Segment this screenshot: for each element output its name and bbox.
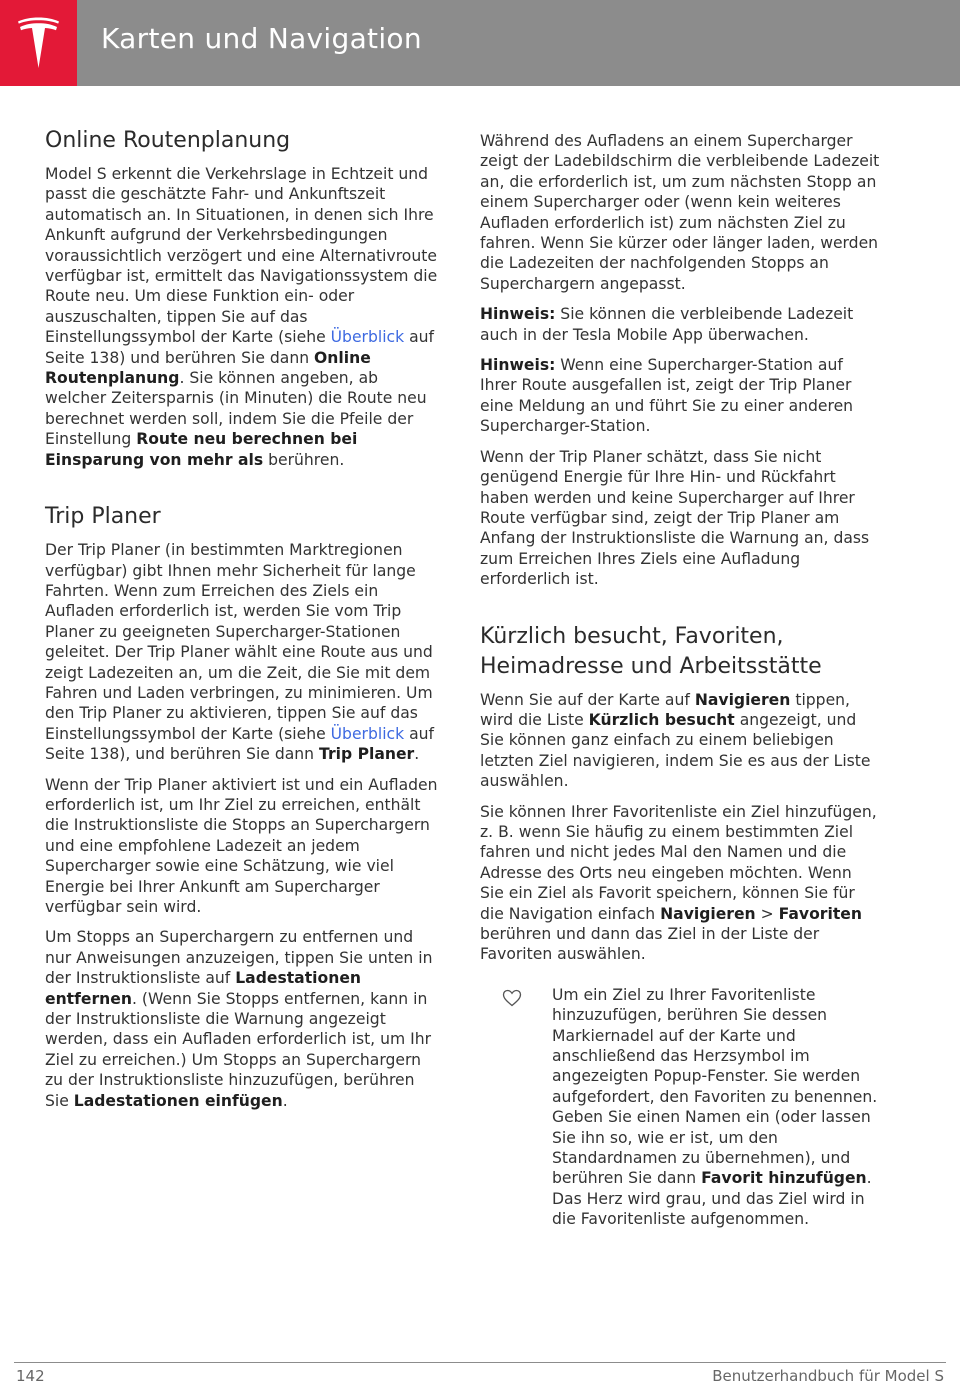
section-title-favorites xyxy=(480,622,880,682)
paragraph-supercharger-charging: Während des Aufladens an einem Supercharger zeigt der Ladebildschirm die verbleibende Ladezeit an, die erforderlich ist, um zum nächsten Stopp an einem Supercharger oder (wenn kein weiteres Aufladen erforderlich ist) zum nächsten Ziel zu fahren. Wenn Sie kürzer oder länger laden, werden die Ladezeiten der nachfolgenden Stopps an Superchargern angepasst. xyxy=(480,132,880,293)
right-column xyxy=(480,131,880,1240)
tesla-logo-icon xyxy=(16,16,61,70)
text-run: Der Trip Planer (in bestimmten Marktregionen verfügbar) gibt Ihnen mehr Sicherheit für lange Fahrten. Wenn zum Erreichen des Ziels ein Aufladen erforderlich ist, werden Sie vom Trip Planer zu geeigneten Supercharger-Stationen geleitet. Der Trip Planer wählt eine Route aus und zeigt Ladezeiten an, um die Zeit, die Sie mit dem Fahren und Laden verbringen, zu minimieren. Um den Trip Planer zu aktivieren, tippen Sie auf das Einstellungssymbol der Karte (siehe xyxy=(45,541,433,743)
section-title-online-routing: Online Routenplanung xyxy=(45,128,291,153)
note-station-down xyxy=(480,355,880,437)
paragraph-trip-planner-intro xyxy=(45,540,439,764)
text-run: . xyxy=(282,1091,288,1110)
paragraph-online-routing xyxy=(45,164,439,470)
page-header xyxy=(0,0,960,86)
tip-text xyxy=(552,985,880,1230)
text-run: tippen, wird die Liste xyxy=(480,690,851,729)
text-run: . Das Herz wird grau, und das Ziel wird in die Favoritenliste aufgenommen. xyxy=(552,1169,872,1229)
paragraph-recent xyxy=(480,690,880,792)
title-line: Heimadresse und Arbeitsstätte xyxy=(480,653,822,679)
text-run: . xyxy=(414,745,420,764)
text-run: > xyxy=(755,904,779,923)
favorite-tip xyxy=(480,985,880,1230)
text-run: . Sie können angeben, ab welcher Zeitersparnis (in Minuten) die Route neu berechnet werden soll, indem Sie die Pfeile der Einstellung xyxy=(45,369,427,449)
bold-term: Favorit hinzufügen xyxy=(701,1169,867,1188)
link-overview[interactable]: Überblick xyxy=(330,724,405,743)
bold-term: Online Routenplanung xyxy=(45,348,371,388)
section-title-trip-planner: Trip Planer xyxy=(45,504,161,530)
paragraph-trip-planner-remove xyxy=(45,927,439,1111)
text-run: Sie können die verbleibende Ladezeit auch in der Tesla Mobile App überwachen. xyxy=(480,305,854,344)
text-run: auf Seite 138), und berühren Sie dann xyxy=(45,724,435,764)
page-title: Karten und Navigation xyxy=(101,22,422,55)
note-label: Hinweis: xyxy=(480,305,556,324)
text-run: Wenn eine Supercharger-Station auf Ihrer Route ausgefallen ist, zeigt der Trip Planer eine Meldung an und führt Sie zu einer anderen Supercharger-Station. xyxy=(480,356,854,436)
text-run: berühren und dann das Ziel in der Liste der Favoriten auswählen. xyxy=(480,925,820,964)
bold-term: Trip Planer xyxy=(319,745,415,764)
text-run: Um ein Ziel zu Ihrer Favoritenliste hinzuzufügen, berühren Sie dessen Markiernadel auf der Karte und anschließend das Herzsymbol im angezeigten Popup-Fenster. Sie werden aufgefordert, den Favoriten zu benennen. Geben Sie einen Namen ein (oder lassen Sie ihn so, wie er ist, um den Standardnamen zu übernehmen), und berühren Sie dann xyxy=(552,985,878,1188)
page-number: 142 xyxy=(16,1367,45,1385)
footer-divider xyxy=(14,1362,946,1363)
text-run: Um Stopps an Superchargern zu entfernen und nur Anweisungen anzuzeigen, tippen Sie unten in der Instruktionsliste auf xyxy=(45,928,433,988)
text-run: Model S erkennt die Verkehrslage in Echtzeit und passt die geschätzte Fahr- und Ankunftszeit automatisch an. In Situationen, in denen sich Ihre Ankunft aufgrund der Verkehrsbedingungen voraussichtlich verzögert und eine Alternativroute verfügbar ist, ermittelt das Navigationssystem die Route neu. Um diese Funktion ein- oder auszuschalten, tippen Sie auf das Einstellungssymbol der Karte (siehe xyxy=(45,165,438,347)
link-overview[interactable]: Überblick xyxy=(330,328,405,347)
footer-manual-title: Benutzerhandbuch für Model S xyxy=(712,1367,944,1385)
paragraph-trip-planner-stops: Wenn der Trip Planer aktiviert ist und ein Aufladen erforderlich ist, um Ihr Ziel zu erreichen, enthält die Instruktionsliste die Stopps an Superchargern und eine empfohlene Ladezeit an jedem Supercharger sowie eine Schätzung, wie viel Energie bei Ihrer Ankunft am Supercharger verfügbar sein wird. xyxy=(45,775,438,916)
bold-term: Ladestationen einfügen xyxy=(73,1091,283,1110)
bold-term: Favoriten xyxy=(778,904,862,923)
text-run: berühren. xyxy=(263,450,345,469)
text-run: angezeigt, und Sie können ganz einfach zu einem beliebigen letzten Ziel navigieren, indem Sie es aus der Liste auswählen. xyxy=(480,710,871,791)
left-column xyxy=(45,126,439,1121)
text-run: . (Wenn Sie Stopps entfernen, kann in der Instruktionsliste die Warnung angezeigt werden, dass ein Aufladen erforderlich ist, um Ihr Ziel zu erreichen.) Um Stopps an Superchargern zu der Instruktionsliste hinzuzufügen, berühren Sie xyxy=(45,989,432,1110)
bold-term: Navigieren xyxy=(694,690,791,709)
bold-term: Navigieren xyxy=(660,904,756,923)
bold-term: Route neu berechnen bei Einsparung von mehr als xyxy=(45,430,358,469)
bold-term: Ladestationen entfernen xyxy=(45,969,361,1008)
text-run: auf Seite 138) und berühren Sie dann xyxy=(45,328,435,367)
paragraph-energy-warning: Wenn der Trip Planer schätzt, dass Sie nicht genügend Energie für Ihre Hin- und Rückfahrt haben werden und keine Supercharger auf Ihrer Route verfügbar sind, zeigt der Trip Planer am Anfang der Instruktionsliste die Warnung an, dass zum Erreichen Ihres Ziels eine Aufladung erforderlich ist. xyxy=(480,447,870,589)
text-run: Wenn Sie auf der Karte auf xyxy=(480,690,695,709)
brand-logo-box xyxy=(0,0,77,86)
title-line: Kürzlich besucht, Favoriten, xyxy=(480,623,784,649)
bold-term: Kürzlich besucht xyxy=(588,710,735,729)
text-run: Sie können Ihrer Favoritenliste ein Ziel hinzufügen, z. B. wenn Sie häufig zu einem bestimmten Ziel fahren und nicht jedes Mal den Namen und die Adresse des Orts neu eingeben möchten. Wenn Sie ein Ziel als Favorit speichern, können Sie für die Navigation einfach xyxy=(480,802,877,923)
note-mobile-app xyxy=(480,304,880,345)
paragraph-favorites xyxy=(480,802,880,965)
note-label: Hinweis: xyxy=(480,356,556,375)
heart-icon xyxy=(502,989,522,1011)
